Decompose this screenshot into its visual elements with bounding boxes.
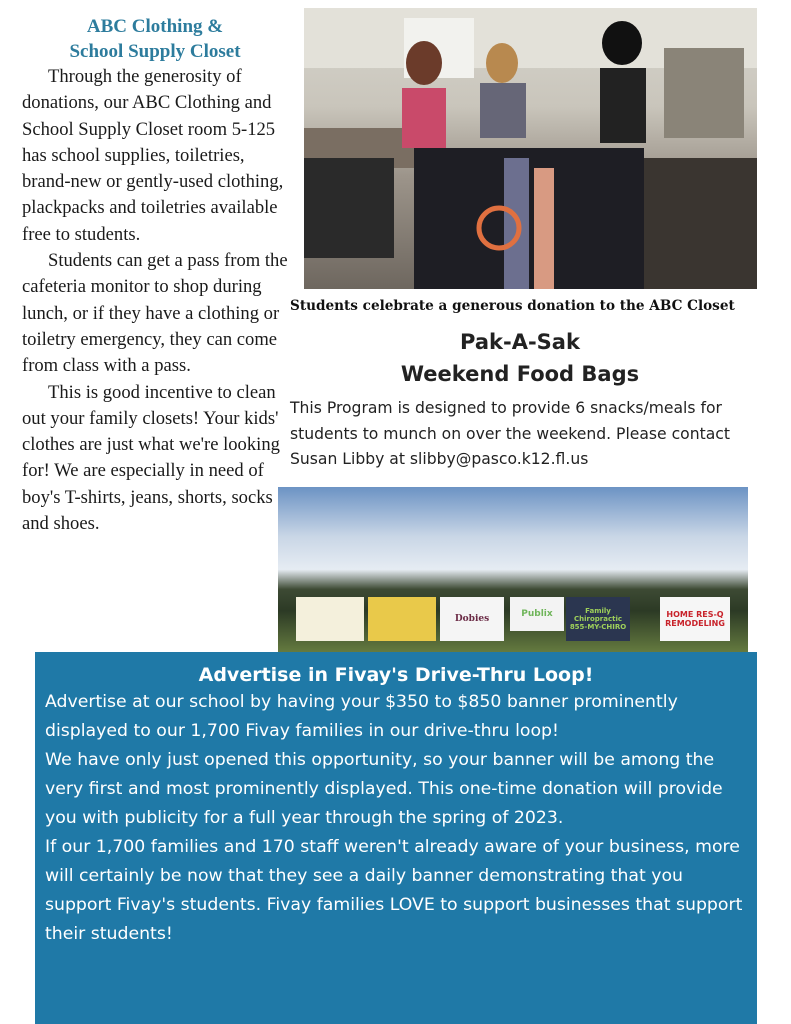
article-paragraph: Through the generosity of donations, our ABC Clothing and School Supply Closet room 5-125 has school supplies, toiletries, brand-new or gently-used clothing, plackpacks and toiletries available free to students. xyxy=(22,66,284,245)
pak-a-sak-article xyxy=(290,326,750,473)
advertise-paragraph: If our 1,700 families and 170 staff weren't already aware of your business, more will certainly be now that they see a daily banner demonstrating that you support Fivay's students. Fivay families LOVE to support businesses that support their students! xyxy=(45,837,743,944)
title-line-1: ABC Clothing & xyxy=(86,16,224,37)
article-paragraph: This is good incentive to clean out your family closets! Your kids' clothes are just what we're looking for! We are especially in need of boy's T-shirts, jeans, shorts, socks and shoes. xyxy=(22,381,280,535)
students-photo-illustration xyxy=(304,8,757,289)
advertise-section xyxy=(35,652,757,1024)
pak-title-line-2: Weekend Food Bags xyxy=(400,362,640,386)
title-line-2: School Supply Closet xyxy=(69,41,241,62)
pak-title xyxy=(290,326,750,390)
article-paragraph: Students can get a pass from the cafeteria monitor to shop during lunch, or if they have a clothing or toiletry emergency, they can come from class with a pass. xyxy=(22,250,288,377)
pak-body: This Program is designed to provide 6 snacks/meals for students to munch on over the weekend. Please contact Susan Libby at slibby@pasco.k12.fl.us xyxy=(290,399,730,468)
photo-caption: Students celebrate a generous donation to the ABC Closet xyxy=(290,298,735,314)
banner-dobies: Dobies xyxy=(440,597,504,641)
article-title xyxy=(22,14,288,64)
banner-home-res-q: HOME RES-Q REMODELING xyxy=(660,597,730,641)
banner-gold xyxy=(296,597,364,641)
drive-thru-banners-photo xyxy=(278,487,748,652)
advertise-paragraph: Advertise at our school by having your $350 to $850 banner prominently displayed to our 1,700 Fivay families in our drive-thru loop! xyxy=(45,692,678,741)
advertise-paragraph: We have only just opened this opportunity, so your banner will be among the very first and most prominently displayed. This one-time donation will provide you with publicity for a full year through the spring of 2023. xyxy=(45,750,723,828)
pak-title-line-1: Pak-A-Sak xyxy=(460,330,580,354)
banner-chiropractic: Family Chiropractic 855-MY-CHIRO xyxy=(566,597,630,641)
banner-publix: Publix xyxy=(510,597,564,631)
abc-closet-article xyxy=(22,14,288,537)
banner-yellow xyxy=(368,597,436,641)
advertise-title: Advertise in Fivay's Drive-Thru Loop! xyxy=(198,664,594,686)
students-photo xyxy=(304,8,757,289)
